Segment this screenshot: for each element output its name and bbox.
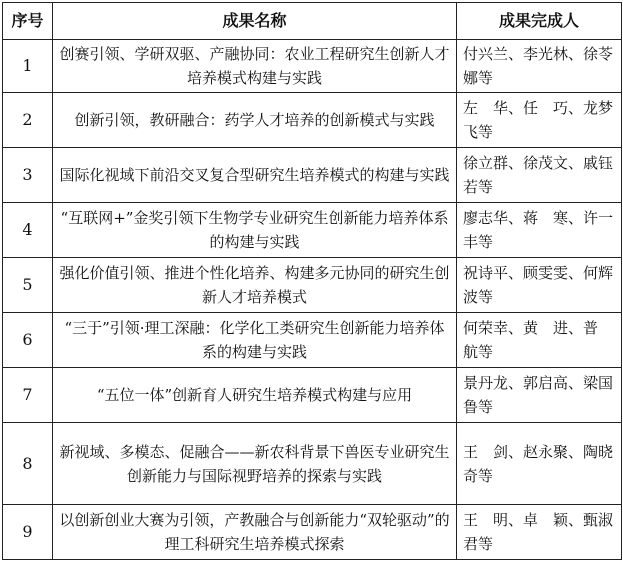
header-row <box>3 3 622 40</box>
serial-number: 5 <box>3 258 53 313</box>
achievement-name: 创新引领，教研融合：药学人才培养的创新模式与实践 <box>53 93 457 148</box>
table-row <box>3 258 622 313</box>
achievement-name: 国际化视域下前沿交叉复合型研究生培养模式的构建与实践 <box>53 148 457 203</box>
serial-number: 2 <box>3 93 53 148</box>
contributors: 景丹龙、郭启高、梁国鲁等 <box>457 368 622 423</box>
achievement-name: 以创新创业大赛为引领，产教融合与创新能力“双轮驱动”的理工科研究生培养模式探索 <box>53 505 457 560</box>
table-row <box>3 368 622 423</box>
table-row <box>3 505 622 560</box>
contributors: 何荣幸、黄 进、普 航等 <box>457 313 622 368</box>
table-row <box>3 148 622 203</box>
table-row <box>3 423 622 505</box>
table-row <box>3 93 622 148</box>
contributors: 廖志华、蒋 寒、许一丰等 <box>457 203 622 258</box>
achievements-table <box>2 2 622 560</box>
achievement-name: “三于”引领·理工深融：化学化工类研究生创新能力培养体系的构建与实践 <box>53 313 457 368</box>
header-contributors: 成果完成人 <box>457 3 622 40</box>
contributors: 左 华、任 巧、龙梦飞等 <box>457 93 622 148</box>
achievement-name: “互联网+”金奖引领下生物学专业研究生创新能力培养体系的构建与实践 <box>53 203 457 258</box>
table-row <box>3 313 622 368</box>
achievement-name: 创赛引领、学研双驱、产融协同：农业工程研究生创新人才培养模式构建与实践 <box>53 40 457 93</box>
contributors: 徐立群、徐茂文、戚钰若等 <box>457 148 622 203</box>
achievement-name: 强化价值引领、推进个性化培养、构建多元协同的研究生创新人才培养模式 <box>53 258 457 313</box>
serial-number: 3 <box>3 148 53 203</box>
serial-number: 1 <box>3 40 53 93</box>
serial-number: 8 <box>3 423 53 505</box>
table-row <box>3 203 622 258</box>
header-serial: 序号 <box>3 3 53 40</box>
contributors: 祝诗平、顾雯雯、何辉波等 <box>457 258 622 313</box>
serial-number: 6 <box>3 313 53 368</box>
table-row <box>3 40 622 93</box>
serial-number: 9 <box>3 505 53 560</box>
serial-number: 4 <box>3 203 53 258</box>
achievement-name: “五位一体”创新育人研究生培养模式构建与应用 <box>53 368 457 423</box>
achievement-name: 新视域、多模态、促融合——新农科背景下兽医专业研究生创新能力与国际视野培养的探索与实践 <box>53 423 457 505</box>
serial-number: 7 <box>3 368 53 423</box>
contributors: 王 剑、赵永聚、陶晓奇等 <box>457 423 622 505</box>
header-achievement-name: 成果名称 <box>53 3 457 40</box>
contributors: 王 明、卓 颖、甄淑君等 <box>457 505 622 560</box>
contributors: 付兴兰、李光林、徐苓娜等 <box>457 40 622 93</box>
